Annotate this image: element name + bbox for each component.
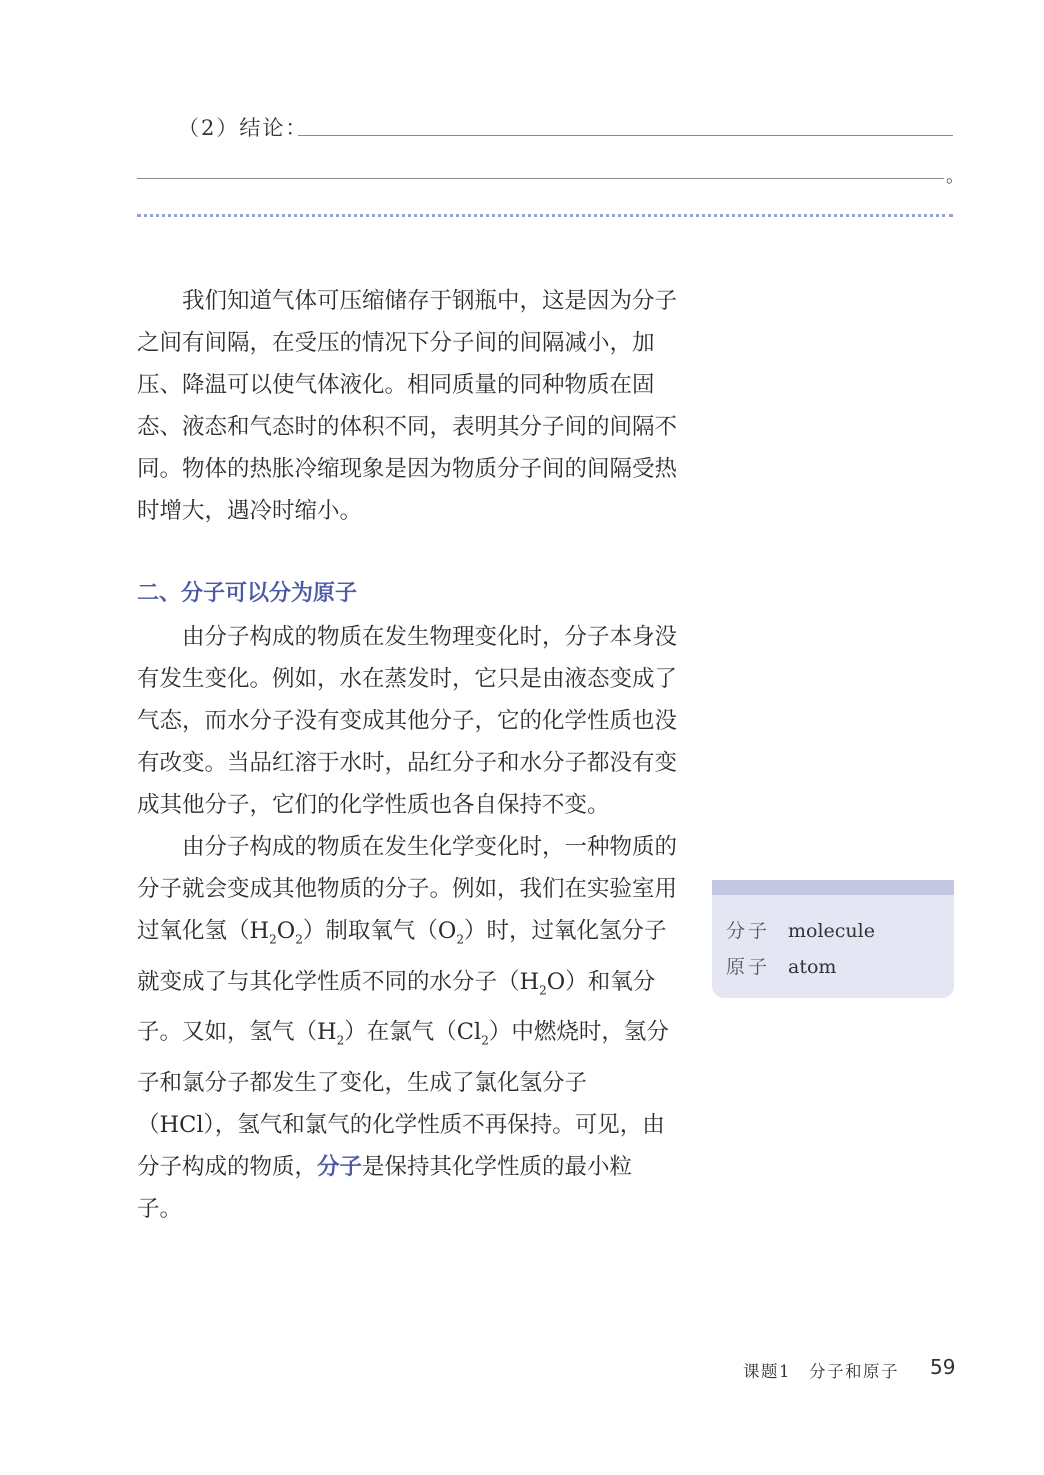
vocab-item-atom	[726, 952, 836, 979]
p2-text-4: ）时，过氧化氢分子就变成了与其化学性质不同的水分子（H	[137, 918, 667, 995]
vocab-en: molecule	[788, 920, 875, 942]
p2-sub-1: 2	[269, 932, 277, 947]
molecule-highlight: 分子	[317, 1153, 363, 1180]
answer-line-1	[298, 135, 953, 136]
answer-line-2	[137, 178, 944, 179]
chemical-change-paragraph	[137, 826, 677, 1230]
vocab-zh: 分子	[726, 920, 771, 942]
p2-text-5: O）和氧分子。又如，氢气（H	[137, 968, 656, 1045]
section-body	[137, 616, 677, 1230]
p2-text-2: O	[276, 918, 296, 944]
p2-text-3: ）制取氧气（O	[302, 918, 457, 944]
p2-text-7: ）中燃烧时，氢分子和氯分子都发生了变化，生成了氯化氢分子（HCl），氢气和氯气的化学性质不再保持。可见，由分子构成的物质，	[137, 1019, 669, 1180]
p2-text-1: 由分子构成的物质在发生化学变化时，一种物质的分子就会变成其他物质的分子。例如，我们在实验室用过氧化氢（H	[137, 834, 678, 944]
p2-text-6: ）在氯气（Cl	[344, 1019, 482, 1045]
vocab-item-molecule	[726, 916, 875, 943]
vocabulary-box-header	[712, 880, 954, 895]
answer-end-mark: 。	[946, 166, 964, 187]
p2-sub-4: 2	[539, 983, 547, 997]
p2-sub-6: 2	[481, 1033, 489, 1048]
footer-title: 课题1 分子和原子	[743, 1362, 899, 1381]
p2-sub-5: 2	[336, 1033, 345, 1048]
page-number: 59	[930, 1355, 956, 1379]
section-divider	[137, 214, 953, 217]
p2-sub-2: 2	[295, 932, 303, 947]
intro-paragraph	[137, 280, 677, 532]
vocabulary-box	[712, 880, 954, 998]
vocab-zh: 原子	[726, 956, 771, 978]
p2-text-8: 是保持其化学性质的最小粒子。	[137, 1153, 633, 1222]
conclusion-label: （2）结论：	[178, 116, 309, 140]
p2-sub-3: 2	[456, 932, 464, 947]
vocab-en: atom	[788, 956, 837, 978]
physical-change-paragraph: 由分子构成的物质在发生物理变化时，分子本身没有发生变化。例如，水在蒸发时，它只是由液态变成了气态，而水分子没有变成其他分子，它的化学性质也没有改变。当品红溶于水时，品红分子和水分子都没有变成其他分子，它们的化学性质也各自保持不变。	[137, 624, 678, 818]
intro-paragraph-text: 我们知道气体可压缩储存于钢瓶中，这是因为分子之间有间隔，在受压的情况下分子间的间隔减小，加压、降温可以使气体液化。相同质量的同种物质在固态、液态和气态时的体积不同，表明其分子间的间隔不同。物体的热胀冷缩现象是因为物质分子间的间隔受热时增大，遇冷时缩小。	[137, 288, 678, 524]
section-heading: 二、分子可以分为原子	[137, 581, 358, 606]
